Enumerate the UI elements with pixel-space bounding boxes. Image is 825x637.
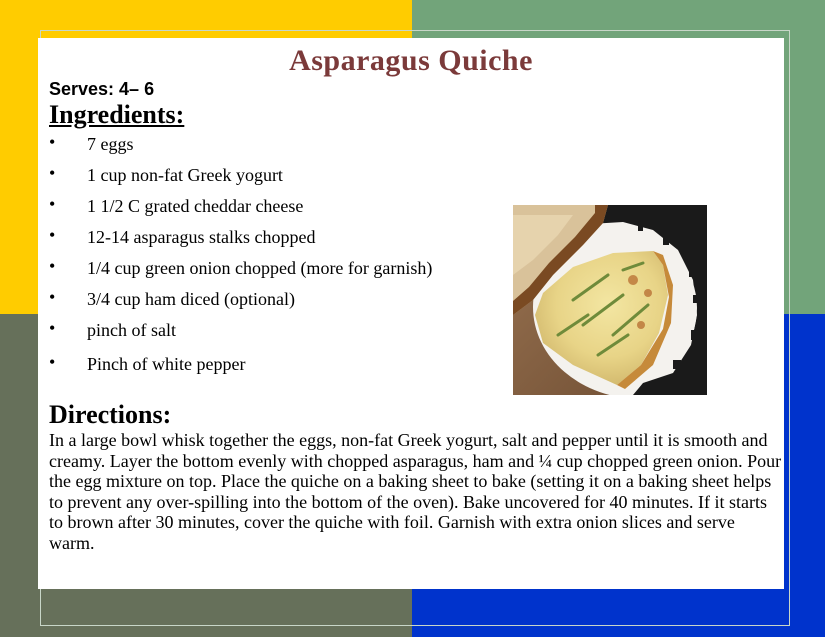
serves-label: Serves: 4– 6: [49, 79, 155, 99]
directions-heading: Directions:: [49, 400, 172, 429]
quiche-photo-illustration: [513, 205, 707, 395]
bullet-icon: •: [49, 352, 56, 372]
recipe-title: Asparagus Quiche: [289, 44, 533, 77]
bullet-icon: •: [49, 194, 56, 214]
bullet-icon: •: [49, 225, 56, 245]
recipe-card: Asparagus Quiche Serves: 4– 6 Ingredients: • 7 eggs • 1 cup non-fat Greek yogurt • 1 1/2 C grated cheddar cheese • 12-14 asparagus stalks chopped • 1/4 cup green onion chopped (more for garnish) • 3/4 cup ham diced (optional) • pinch of salt • Pinch of white pepper Directions: In a large bowl whisk together the eggs, non-fat Greek yogurt, salt and pepper until it is smooth and creamy. Layer the bottom evenly with chopped asparagus, ham and ¼ cup chopped green onion. Pour the egg mixture on top. Place the quiche on a baking sheet to bake (setting it on a baking sheet helps to prevent any over-spilling into the bottom of the oven). Bake uncovered for 40 minutes. If it starts to brown after 30 minutes, cover the quiche with foil. Garnish with extra onion slices and serve warm.: [38, 38, 784, 589]
bullet-icon: •: [49, 318, 56, 338]
bullet-icon: •: [49, 163, 56, 183]
directions-text: In a large bowl whisk together the eggs, non-fat Greek yogurt, salt and pepper until it is smooth and creamy. Layer the bottom evenly with chopped asparagus, ham and ¼ cup chopped green onion. Pour the egg mixture on top. Place the quiche on a baking sheet to bake (setting it on a baking sheet helps to prevent any over-spilling into the bottom of the oven). Bake uncovered for 40 minutes. If it starts to brown after 30 minutes, cover the quiche with foil. Garnish with extra onion slices and serve warm.: [49, 430, 782, 553]
bullet-icon: •: [49, 132, 56, 152]
ingredients-heading: Ingredients:: [49, 100, 185, 129]
bullet-icon: •: [49, 287, 56, 307]
bullet-icon: •: [49, 256, 56, 276]
quiche-photo: [513, 205, 707, 395]
